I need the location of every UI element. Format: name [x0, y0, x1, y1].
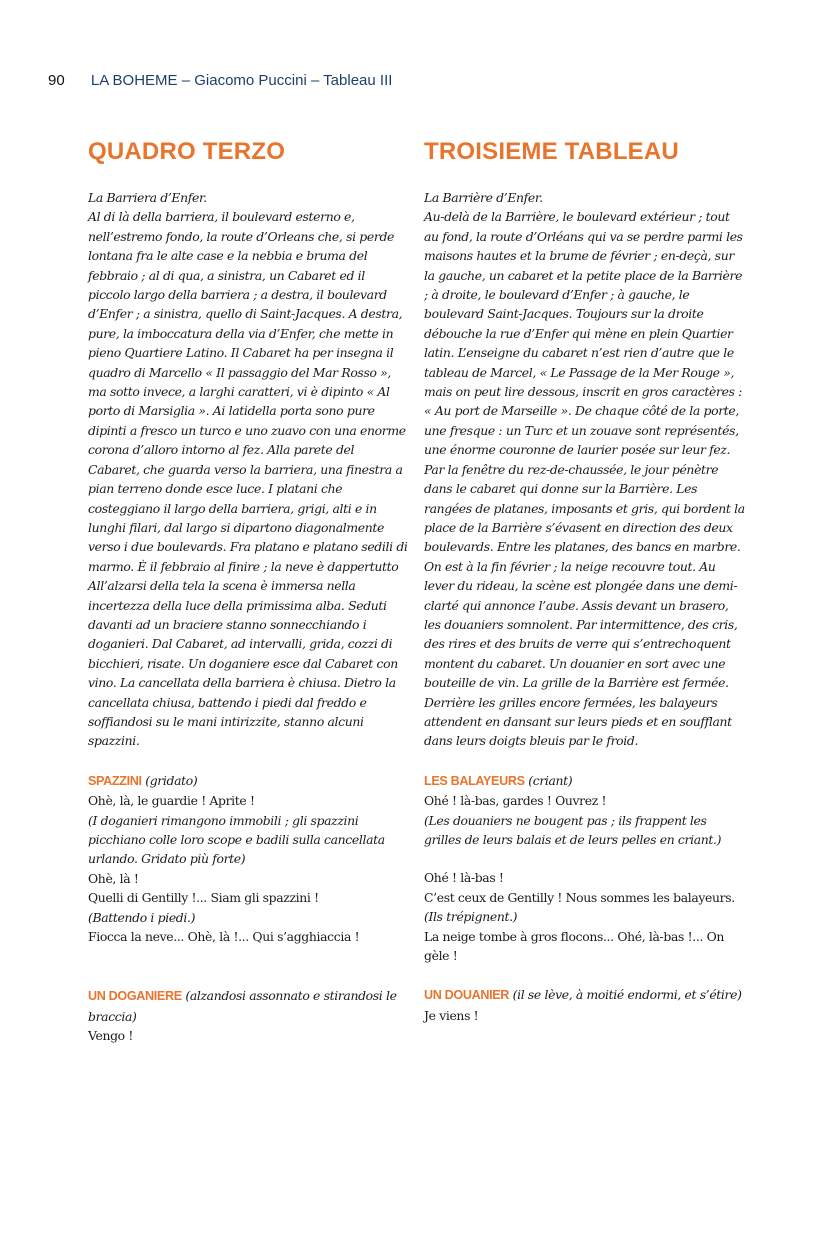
speech-spazzini: [88, 771, 408, 947]
italian-column: [88, 138, 408, 1046]
speaker-name: LES BALAYEURS: [424, 773, 525, 788]
speech-doganiere: [88, 986, 408, 1045]
speaker-direction: (criant): [528, 772, 573, 788]
page-number: 90: [48, 72, 65, 89]
stage-direction: (Les douaniers ne bougent pas ; ils frappent les grilles de leurs balais et de leurs pelles en criant.): [424, 812, 722, 847]
stage-direction: (I doganieri rimangono immobili ; gli spazzini picchiano colle loro scope e badili sulla cancellata urlando. Gridato più forte): [88, 812, 385, 867]
speaker-name: UN DOUANIER: [424, 988, 510, 1003]
dialogue-line: Fiocca la neve... Ohè, là !... Qui s’agghiaccia !: [88, 929, 360, 945]
stage-direction: (Battendo i piedi.): [88, 909, 196, 925]
section-heading-italian: QUADRO TERZO: [88, 138, 286, 165]
speaker-direction: (alzandosi assonnato e stirandosi le braccia): [88, 988, 397, 1024]
dialogue-line: C’est ceux de Gentilly ! Nous sommes les balayeurs.: [424, 889, 735, 905]
dialogue-line: Ohè, là !: [88, 870, 139, 886]
stage-direction-french: La Barrière d’Enfer. Au-delà de la Barrière, le boulevard extérieur ; tout au fond, la route d’Orléans qui va se perdre parmi les maisons hautes et la brume de février ; en-deçà, sur la gauche, un cabaret et la petite place de la Barrière ; à droite, le boulevard d’Enfer ; à gauche, le boulevard Saint-Jacques. Toujours sur la droite débouche la rue d’Enfer qui mène en plein Quartier latin. L’enseigne du cabaret n’est rien d’autre que le tableau de Marcel, « Le Passage de la Mer Rouge », mais on peut lire dessous, inscrit en gros caractères : « Au port de Marseille ». De chaque côté de la porte, une fresque : un Turc et un zouave sont représentés, une énorme couronne de laurier posée sur leur fez. Par la fenêtre du rez-de-chaussée, le jour pénètre dans le cabaret qui donne sur la Barrière. Les rangées de platanes, imposants et gris, qui bordent la place de la Barrière s’évasent en direction des deux boulevards. Entre les platanes, des bancs en marbre. On est à la fin février ; la neige recouvre tout. Au lever du rideau, la scène est plongée dans une demi-clarté qui annonce l’aube. Assis devant un brasero, les douaniers somnolent. Par intermittence, des cris, des rires et des bruits de verre qui s’entrechoquent montent du cabaret. Un douanier en sort avec une bouteille de vin. La grille de la Barrière est fermée. Derrière les grilles encore fermées, les balayeurs attendent en dansant sur leurs pieds et en soufflant dans leurs doigts bleuis par le froid.: [424, 190, 745, 749]
speaker-name: SPAZZINI: [88, 773, 142, 788]
dialogue-line: Vengo !: [88, 1028, 133, 1044]
dialogue-line: Ohé ! là-bas !: [424, 870, 504, 886]
stage-direction-italian: La Barriera d’Enfer. Al di là della barriera, il boulevard esterno e, nell’estremo fondo, la route d’Orleans che, si perde lontana fra le alte case e la nebbia e bruma del febbraio ; al di qua, a sinistra, un Cabaret ed il piccolo largo della barriera ; a destra, il boulevard d’Enfer ; a sinistra, quello di Saint-Jacques. A destra, pure, la imboccatura della via d’Enfer, che mette in pieno Quartiere Latino. Il Cabaret ha per insegna il quadro di Marcello « Il passaggio del Mar Rosso », ma sotto invece, a larghi caratteri, vi è dipinto « Al porto di Marsiglia ». Ai latidella porta sono pure dipinti a fresco un turco e uno zuavo con una enorme corona d’alloro intorno al fez. Alla parete del Cabaret, che guarda verso la barriera, una finestra a pian terreno donde esce luce. I platani che costeggiano il largo della barriera, grigi, alti e in lunghi filari, dal largo si dipartono diagonalmente verso i due boulevards. Fra platano e platano sedili di marmo. È il febbraio al finire ; la neve è dappertutto All’alzarsi della tela la scena è immersa nella incertezza della luce della primissima alba. Seduti davanti ad un braciere stanno sonnecchiando i doganieri. Dal Cabaret, ad intervalli, grida, cozzi di bicchieri, risate. Un doganiere esce dal Cabaret con vino. La cancellata della barriera è chiusa. Dietro la cancellata chiusa, battendo i piedi dal freddo e soffiandosi su le mani intirizzite, stanno alcuni spazzini.: [88, 190, 408, 749]
french-column: [424, 138, 746, 1025]
speech-balayeurs: [424, 771, 746, 966]
speaker-direction: (il se lève, à moitié endormi, et s’étire): [512, 987, 742, 1003]
stage-direction: (Ils trépignent.): [424, 909, 518, 925]
speaker-name: UN DOGANIERE: [88, 989, 182, 1004]
speaker-direction: (gridato): [145, 772, 198, 788]
dialogue-line: La neige tombe à gros flocons... Ohé, là-bas !... On gèle !: [424, 928, 725, 964]
speech-douanier: [424, 985, 746, 1025]
dialogue-line: Ohè, là, le guardie ! Aprite !: [88, 793, 255, 809]
running-title: LA BOHEME – Giacomo Puccini – Tableau III: [90, 72, 393, 89]
dialogue-line: Ohé ! là-bas, gardes ! Ouvrez !: [424, 793, 607, 809]
dialogue-line: Quelli di Gentilly !... Siam gli spazzini !: [88, 890, 319, 906]
running-header: [48, 72, 392, 89]
dialogue-line: Je viens !: [424, 1007, 479, 1023]
section-heading-french: TROISIEME TABLEAU: [424, 138, 679, 165]
